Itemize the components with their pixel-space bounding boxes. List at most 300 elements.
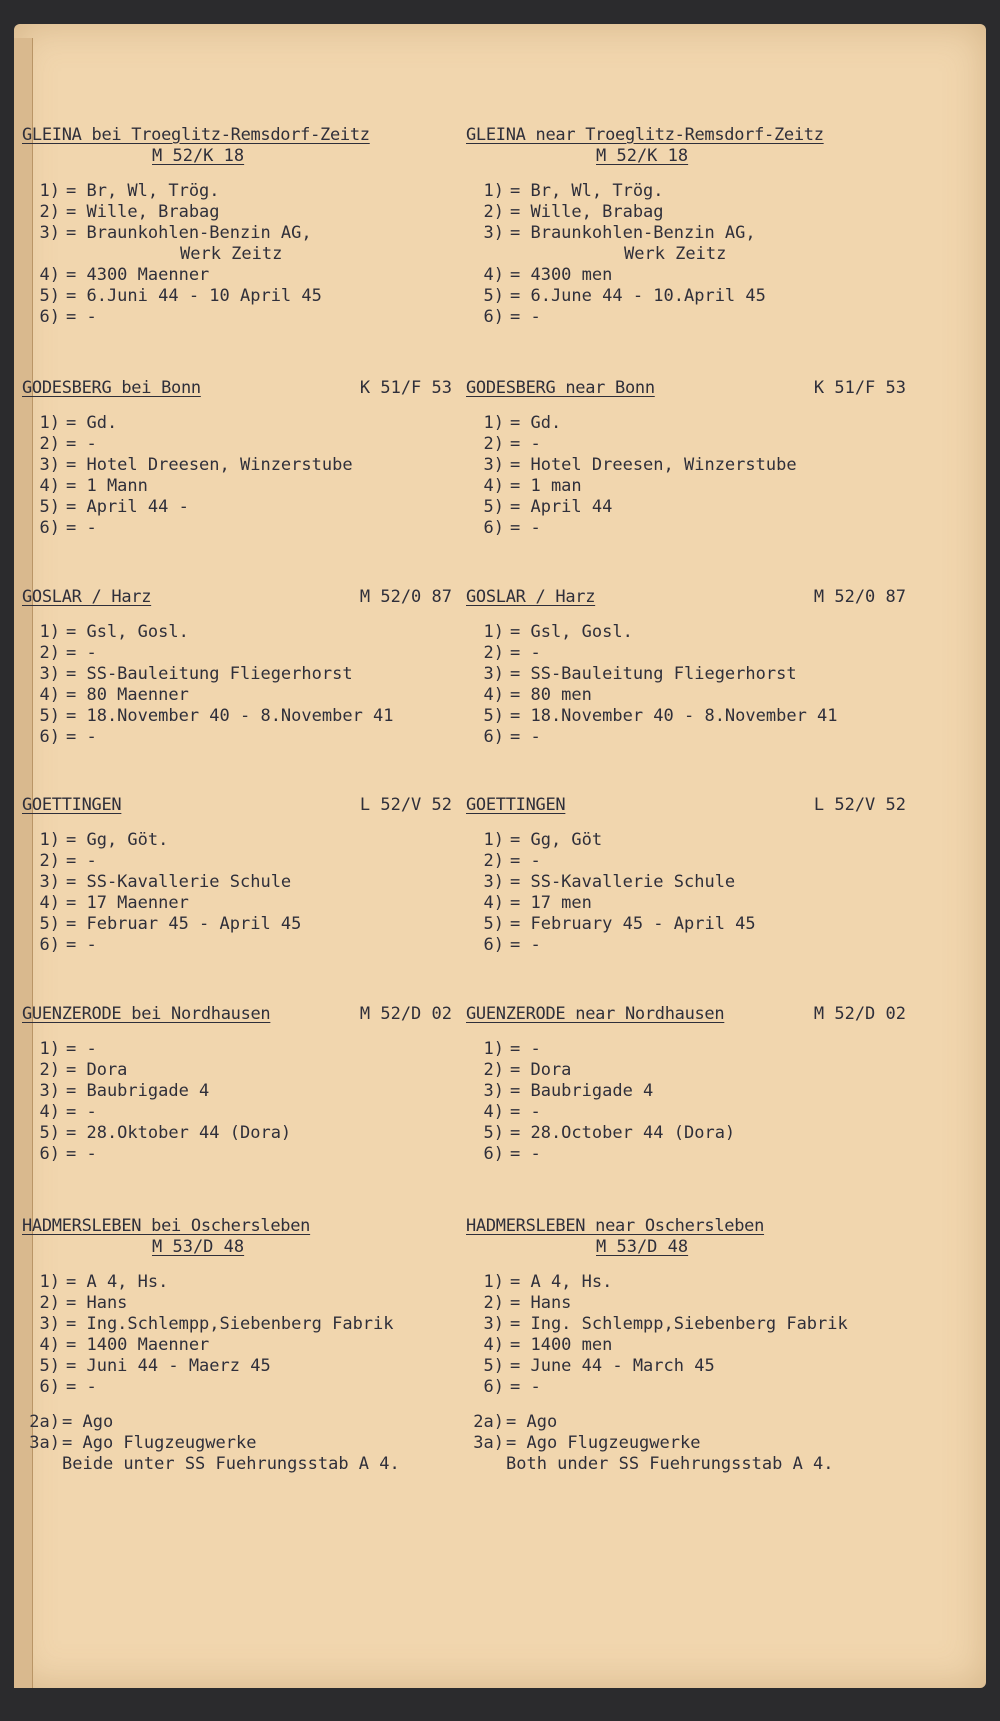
item-number: 2): [39, 1293, 60, 1313]
item-number: 1): [39, 181, 60, 201]
map-reference: M 52/0 87: [359, 587, 452, 607]
entry-item: [466, 1081, 916, 1102]
item-number: 1): [483, 830, 504, 850]
item-value: = June 44 - March 45: [510, 1356, 715, 1376]
entry-items: [466, 830, 916, 956]
item-number: 2): [39, 434, 60, 454]
entry-items: [466, 1272, 906, 1398]
item-number: 4): [483, 265, 504, 285]
entry-goslar-de: [22, 587, 462, 748]
item-number: 5): [483, 1123, 504, 1143]
entry-item: [466, 1102, 916, 1123]
map-reference: M 52/D 02: [813, 1004, 906, 1024]
item-number: 3): [39, 1314, 60, 1334]
entry-item: [466, 914, 916, 935]
entry-item: [466, 434, 916, 455]
item-value: Werk Zeitz: [180, 244, 283, 264]
entry-item: [466, 893, 916, 914]
entry-item: [466, 1060, 916, 1081]
item-number: 3): [483, 1081, 504, 1101]
note-value: = Ago: [506, 1412, 558, 1432]
item-number: 2): [39, 851, 60, 871]
note-line: [466, 1412, 906, 1433]
map-reference: M 53/D 48: [596, 1237, 689, 1257]
entry-item: [22, 1102, 462, 1123]
item-number: 5): [39, 706, 60, 726]
item-value: = 6.Juni 44 - 10 April 45: [66, 286, 322, 306]
item-value: = -: [66, 851, 97, 871]
entry-item: [22, 1039, 462, 1060]
map-reference: M 52/K 18: [152, 146, 245, 166]
item-number: 3): [483, 455, 504, 475]
item-number: 5): [39, 1356, 60, 1376]
entry-item: [22, 244, 462, 265]
item-number: 1): [39, 413, 60, 433]
entry-title: GOETTINGEN: [466, 795, 566, 815]
item-value: = -: [510, 935, 541, 955]
entry-title: HADMERSLEBEN bei Oschersleben: [22, 1216, 311, 1236]
entry-item: [466, 935, 916, 956]
map-reference: L 52/V 52: [359, 795, 452, 815]
item-value: = 28.Oktober 44 (Dora): [66, 1123, 292, 1143]
item-number: 6): [483, 518, 504, 538]
item-number: 3): [483, 664, 504, 684]
entry-item: [22, 893, 462, 914]
entry-item: [466, 455, 916, 476]
entry-item: [22, 518, 462, 539]
entry-item: [22, 685, 462, 706]
item-number: 1): [483, 1039, 504, 1059]
item-value: = 4300 Maenner: [66, 265, 210, 285]
entry-item: [22, 706, 462, 727]
entry-item: [466, 413, 916, 434]
map-reference: M 52/D 02: [359, 1004, 452, 1024]
item-value: = 17 men: [510, 893, 592, 913]
item-value: = 18.November 40 - 8.November 41: [510, 706, 838, 726]
entry-heading: [466, 795, 916, 816]
note-value: = Ago: [62, 1412, 114, 1432]
note-line: [22, 1433, 462, 1454]
entry-item: [466, 1356, 906, 1377]
item-value: = Gd.: [66, 413, 118, 433]
entry-item: [22, 181, 462, 202]
item-number: 2): [483, 434, 504, 454]
note-line: [22, 1412, 462, 1433]
item-value: = Braunkohlen-Benzin AG,: [510, 223, 756, 243]
entry-item: [22, 202, 462, 223]
item-value: = -: [66, 643, 97, 663]
entry-item: [22, 497, 462, 518]
note-line: [22, 1454, 462, 1475]
item-value: = Hans: [66, 1293, 128, 1313]
entry-item: [22, 1081, 462, 1102]
entry-title: GLEINA near Troeglitz-Remsdorf-Zeitz: [466, 125, 824, 145]
entry-item: [466, 1272, 906, 1293]
entry-item: [22, 830, 462, 851]
entry-item: [466, 1377, 906, 1398]
note-number: 3a): [473, 1433, 504, 1453]
entry-item: [466, 265, 906, 286]
item-value: = -: [66, 434, 97, 454]
item-number: 3): [39, 455, 60, 475]
entry-item: [22, 1144, 462, 1165]
entry-item: [466, 727, 916, 748]
item-number: 6): [483, 727, 504, 747]
item-value: = Baubrigade 4: [66, 1081, 210, 1101]
item-number: 3): [483, 223, 504, 243]
item-value: = -: [510, 1144, 541, 1164]
item-number: 1): [483, 413, 504, 433]
item-number: [22, 244, 60, 265]
item-number: 1): [39, 1272, 60, 1292]
entry-item: [22, 872, 462, 893]
item-number: 3): [39, 664, 60, 684]
entry-godesberg-en: [466, 378, 916, 539]
entry-heading: [22, 125, 462, 146]
entry-title: GOSLAR / Harz: [22, 587, 152, 607]
item-number: 4): [483, 685, 504, 705]
item-value: = 17 Maenner: [66, 893, 189, 913]
item-number: 4): [39, 893, 60, 913]
note-number: [22, 1454, 60, 1475]
entry-item: [22, 455, 462, 476]
entry-heading: [22, 1216, 462, 1237]
item-value: = 80 men: [510, 685, 592, 705]
entry-item: [466, 1039, 916, 1060]
entry-item: [466, 1293, 906, 1314]
item-number: 4): [39, 476, 60, 496]
map-reference: K 51/F 53: [813, 378, 906, 398]
entry-item: [466, 1144, 916, 1165]
item-value: = 1 Mann: [66, 476, 148, 496]
entry-notes: [466, 1412, 906, 1475]
entry-goslar-en: [466, 587, 916, 748]
map-reference: K 51/F 53: [359, 378, 452, 398]
item-number: 4): [483, 893, 504, 913]
item-number: 6): [39, 307, 60, 327]
item-number: 5): [483, 286, 504, 306]
item-number: 4): [483, 476, 504, 496]
map-reference: L 52/V 52: [813, 795, 906, 815]
entry-items: [22, 181, 462, 328]
item-value: = Hotel Dreesen, Winzerstube: [510, 455, 797, 475]
item-value: = April 44: [510, 497, 613, 517]
entry-heading: [22, 1004, 462, 1025]
entry-item: [22, 851, 462, 872]
item-number: 4): [39, 1335, 60, 1355]
entry-item: [22, 1356, 462, 1377]
entry-item: [22, 265, 462, 286]
item-number: 2): [39, 1060, 60, 1080]
entry-item: [22, 434, 462, 455]
note-value: = Ago Flugzeugwerke: [506, 1433, 701, 1453]
item-value: = -: [66, 1377, 97, 1397]
entry-title: GLEINA bei Troeglitz-Remsdorf-Zeitz: [22, 125, 370, 145]
entry-items: [22, 1039, 462, 1165]
entry-item: [22, 1293, 462, 1314]
item-number: 2): [483, 643, 504, 663]
item-value: = 1400 Maenner: [66, 1335, 210, 1355]
entry-items: [22, 622, 462, 748]
note-line: [466, 1433, 906, 1454]
entry-hadmersleben-de: [22, 1216, 462, 1475]
entry-gleina-de: [22, 125, 462, 328]
item-number: 5): [483, 497, 504, 517]
entry-title: GOSLAR / Harz: [466, 587, 596, 607]
item-value: = -: [510, 643, 541, 663]
entry-items: [22, 413, 462, 539]
item-number: 6): [483, 1144, 504, 1164]
item-number: 6): [483, 935, 504, 955]
entry-hadmersleben-en: [466, 1216, 906, 1475]
entry-title: GOETTINGEN: [22, 795, 122, 815]
entry-item: [466, 872, 916, 893]
item-number: 6): [39, 1377, 60, 1397]
note-value: = Ago Flugzeugwerke: [62, 1433, 257, 1453]
item-value: = -: [66, 935, 97, 955]
entry-item: [466, 830, 916, 851]
item-value: = February 45 - April 45: [510, 914, 756, 934]
entry-item: [466, 202, 906, 223]
item-number: 6): [483, 307, 504, 327]
item-number: 3): [483, 1314, 504, 1334]
entry-item: [22, 935, 462, 956]
entry-item: [22, 286, 462, 307]
entry-godesberg-de: [22, 378, 462, 539]
item-number: 1): [483, 1272, 504, 1292]
item-value: = -: [510, 307, 541, 327]
item-number: 5): [39, 497, 60, 517]
item-value: = Hotel Dreesen, Winzerstube: [66, 455, 353, 475]
entry-title: GUENZERODE near Nordhausen: [466, 1004, 725, 1024]
item-number: 1): [483, 181, 504, 201]
item-value: = 80 Maenner: [66, 685, 189, 705]
item-number: 1): [39, 830, 60, 850]
entry-heading: [22, 795, 462, 816]
entry-item: [22, 223, 462, 244]
item-value: = SS-Bauleitung Fliegerhorst: [66, 664, 353, 684]
item-value: = 6.June 44 - 10.April 45: [510, 286, 766, 306]
entry-notes: [22, 1412, 462, 1475]
map-reference: M 52/K 18: [596, 146, 689, 166]
entry-item: [466, 244, 906, 265]
entry-goettingen-de: [22, 795, 462, 956]
item-value: = Gg, Göt: [510, 830, 603, 850]
item-number: 6): [39, 518, 60, 538]
entry-heading: [466, 587, 916, 608]
entry-items: [466, 622, 916, 748]
item-number: [466, 244, 504, 265]
item-number: 4): [39, 685, 60, 705]
item-number: 2): [483, 1060, 504, 1080]
item-number: 2): [39, 643, 60, 663]
entry-items: [22, 1272, 462, 1398]
entry-heading: [466, 125, 906, 146]
entry-item: [22, 727, 462, 748]
item-value: = A 4, Hs.: [66, 1272, 169, 1292]
item-value: = 1400 men: [510, 1335, 613, 1355]
item-value: = -: [510, 1102, 541, 1122]
item-value: = Br, Wl, Trög.: [510, 181, 664, 201]
item-value: = SS-Kavallerie Schule: [66, 872, 292, 892]
item-value: = -: [510, 1377, 541, 1397]
entry-item: [22, 1272, 462, 1293]
note-number: [466, 1454, 504, 1475]
item-number: 3): [39, 1081, 60, 1101]
item-value: = -: [66, 518, 97, 538]
item-value: = -: [510, 434, 541, 454]
note-value: Beide unter SS Fuehrungsstab A 4.: [62, 1454, 400, 1474]
entry-items: [466, 1039, 916, 1165]
item-value: = Braunkohlen-Benzin AG,: [66, 223, 312, 243]
entry-item: [466, 307, 906, 328]
item-value: = 28.October 44 (Dora): [510, 1123, 736, 1143]
entry-item: [22, 413, 462, 434]
entry-heading: [466, 1216, 906, 1237]
item-value: = Ing.Schlempp,Siebenberg Fabrik: [66, 1314, 394, 1334]
entry-item: [466, 518, 916, 539]
item-number: 2): [39, 202, 60, 222]
entry-item: [22, 664, 462, 685]
entry-item: [22, 1060, 462, 1081]
item-number: 2): [483, 202, 504, 222]
item-value: = -: [66, 727, 97, 747]
note-number: 2a): [473, 1412, 504, 1432]
item-number: 6): [39, 935, 60, 955]
entry-heading: [22, 587, 462, 608]
item-value: = Gd.: [510, 413, 562, 433]
entry-title: GUENZERODE bei Nordhausen: [22, 1004, 271, 1024]
item-number: 3): [483, 872, 504, 892]
item-value: = Gsl, Gosl.: [510, 622, 633, 642]
item-value: Werk Zeitz: [624, 244, 727, 264]
item-value: = Dora: [66, 1060, 128, 1080]
entry-items: [466, 413, 916, 539]
entry-heading: [22, 378, 462, 399]
entry-item: [466, 622, 916, 643]
item-value: = Ing. Schlempp,Siebenberg Fabrik: [510, 1314, 848, 1334]
entry-item: [22, 643, 462, 664]
item-number: 4): [483, 1102, 504, 1122]
item-number: 5): [483, 914, 504, 934]
entry-item: [466, 685, 916, 706]
item-value: = -: [66, 1039, 97, 1059]
item-value: = SS-Bauleitung Fliegerhorst: [510, 664, 797, 684]
item-number: 5): [39, 286, 60, 306]
item-number: 1): [39, 622, 60, 642]
item-value: = Br, Wl, Trög.: [66, 181, 220, 201]
item-number: 5): [483, 706, 504, 726]
item-value: = -: [66, 1144, 97, 1164]
item-number: 6): [39, 1144, 60, 1164]
entry-item: [22, 307, 462, 328]
note-number: 2a): [29, 1412, 60, 1432]
item-value: = Wille, Brabag: [510, 202, 664, 222]
entry-guenzerode-de: [22, 1004, 462, 1165]
item-value: = -: [510, 1039, 541, 1059]
item-value: = Gg, Göt.: [66, 830, 169, 850]
item-number: 2): [483, 1293, 504, 1313]
entry-items: [22, 830, 462, 956]
entry-title: GODESBERG bei Bonn: [22, 378, 201, 398]
item-number: 1): [483, 622, 504, 642]
entry-item: [22, 1377, 462, 1398]
entry-item: [466, 181, 906, 202]
entry-item: [466, 1335, 906, 1356]
entry-item: [466, 1314, 906, 1335]
entry-item: [22, 1123, 462, 1144]
item-value: = April 44 -: [66, 497, 189, 517]
entry-item: [466, 497, 916, 518]
item-number: 3): [39, 872, 60, 892]
entry-title: HADMERSLEBEN near Oschersleben: [466, 1216, 765, 1236]
item-value: = Gsl, Gosl.: [66, 622, 189, 642]
note-line: [466, 1454, 906, 1475]
item-number: 2): [483, 851, 504, 871]
entry-item: [466, 223, 906, 244]
entry-item: [22, 1314, 462, 1335]
item-value: = 1 man: [510, 476, 582, 496]
entry-heading: [466, 378, 916, 399]
item-value: = Hans: [510, 1293, 572, 1313]
entry-gleina-en: [466, 125, 906, 328]
item-value: = 18.November 40 - 8.November 41: [66, 706, 394, 726]
entry-guenzerode-en: [466, 1004, 916, 1165]
item-value: = -: [510, 851, 541, 871]
map-reference: M 52/0 87: [813, 587, 906, 607]
item-number: 5): [39, 1123, 60, 1143]
entry-item: [466, 851, 916, 872]
entry-heading: [466, 1004, 916, 1025]
entry-item: [466, 664, 916, 685]
entry-items: [466, 181, 906, 328]
item-number: 5): [39, 914, 60, 934]
entry-item: [22, 914, 462, 935]
item-value: = 4300 men: [510, 265, 613, 285]
item-number: 4): [39, 1102, 60, 1122]
map-reference: M 53/D 48: [152, 1237, 245, 1257]
item-value: = -: [510, 518, 541, 538]
item-number: 4): [483, 1335, 504, 1355]
entry-item: [22, 476, 462, 497]
item-value: = Wille, Brabag: [66, 202, 220, 222]
note-value: Both under SS Fuehrungsstab A 4.: [506, 1454, 834, 1474]
item-number: 6): [483, 1377, 504, 1397]
entry-item: [466, 286, 906, 307]
entry-item: [466, 476, 916, 497]
item-value: = Februar 45 - April 45: [66, 914, 302, 934]
item-number: 3): [39, 223, 60, 243]
item-number: 4): [39, 265, 60, 285]
entry-item: [466, 706, 916, 727]
entry-title: GODESBERG near Bonn: [466, 378, 655, 398]
item-value: = A 4, Hs.: [510, 1272, 613, 1292]
entry-item: [466, 643, 916, 664]
entry-item: [466, 1123, 916, 1144]
item-value: = -: [510, 727, 541, 747]
item-number: 5): [483, 1356, 504, 1376]
item-value: = SS-Kavallerie Schule: [510, 872, 736, 892]
item-value: = Baubrigade 4: [510, 1081, 654, 1101]
entry-item: [22, 1335, 462, 1356]
item-number: 1): [39, 1039, 60, 1059]
item-value: = -: [66, 1102, 97, 1122]
entry-goettingen-en: [466, 795, 916, 956]
note-number: 3a): [29, 1433, 60, 1453]
item-number: 6): [39, 727, 60, 747]
item-value: = -: [66, 307, 97, 327]
entry-item: [22, 622, 462, 643]
